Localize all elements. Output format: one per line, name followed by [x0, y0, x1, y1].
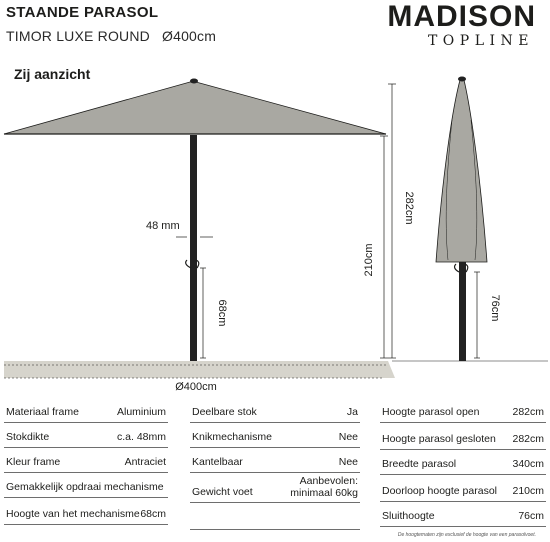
view-title: Zij aanzicht [14, 66, 91, 82]
spec-label: Gemakkelijk opdraai mechanisme [6, 481, 164, 493]
mechanism-height-label: 68cm [216, 299, 228, 327]
spec-value: 76cm [518, 510, 544, 522]
spec-row [380, 400, 546, 423]
spec-label: Doorloop hoogte parasol [382, 485, 497, 497]
canopy-finial [190, 79, 198, 84]
spec-row [190, 450, 360, 473]
spec-value: Nee [338, 431, 358, 443]
closed-mechanism-label: 76cm [489, 294, 501, 322]
spec-value: Nee [338, 456, 358, 468]
closed-parasol-pole [459, 262, 466, 361]
spec-value: Ja [346, 406, 358, 418]
spec-value-line2: minimaal 60kg [290, 487, 358, 499]
spec-value: Antraciet [124, 456, 166, 468]
spec-value [290, 475, 358, 499]
spec-label: Kantelbaar [192, 456, 243, 468]
spec-label: Deelbare stok [192, 406, 257, 418]
model-name: TIMOR LUXE ROUND [6, 28, 150, 44]
clearance-height-label: 210cm [363, 243, 375, 277]
spec-row [4, 502, 168, 525]
pole-thickness-label: 48 mm [146, 220, 180, 232]
spec-row [380, 452, 546, 475]
spec-row [4, 450, 168, 473]
spec-row [190, 425, 360, 448]
spec-row [380, 504, 546, 527]
spec-label: Hoogte parasol open [382, 406, 480, 418]
spec-label: Stokdikte [6, 431, 50, 443]
spec-label: Kleur frame [6, 456, 61, 468]
spec-value: 210cm [512, 485, 544, 497]
spec-label: Gewicht voet [192, 486, 253, 498]
spec-row [380, 479, 546, 502]
diameter-label: Ø400cm [162, 28, 217, 44]
spec-label: Knikmechanisme [192, 431, 272, 443]
product-title: STAANDE PARASOL [6, 4, 159, 21]
spec-label: Hoogte parasol gesloten [382, 433, 496, 445]
open-parasol-pole [190, 135, 197, 361]
spec-row [190, 400, 360, 423]
spec-row [4, 400, 168, 423]
spec-value: 282cm [512, 406, 544, 418]
total-height-label: 282cm [403, 191, 415, 225]
spec-row [190, 475, 360, 503]
spec-label: Sluithoogte [382, 510, 435, 522]
spec-row [4, 425, 168, 448]
spec-label: Breedte parasol [382, 458, 457, 470]
spec-value: 282cm [512, 433, 544, 445]
width-label: Ø400cm [175, 381, 217, 393]
footnote: De hoogtematen zijn exclusief de hoogte van een parasolvoet. [397, 532, 536, 538]
spec-row [380, 427, 546, 450]
closed-finial [458, 77, 466, 82]
spec-label: Materiaal frame [6, 406, 79, 418]
brand-logo: MADISON [387, 0, 536, 33]
spec-value: 340cm [512, 458, 544, 470]
spec-value: Aluminium [116, 406, 166, 418]
open-canopy [4, 82, 386, 134]
spec-value-line1: Aanbevolen: [299, 475, 358, 487]
spec-row [4, 475, 168, 498]
spec-label: Hoogte van het mechanisme [6, 508, 140, 520]
closed-canopy [436, 80, 487, 262]
spec-row [190, 507, 360, 530]
spec-value: 68cm [140, 508, 166, 520]
ground-plane [4, 361, 395, 378]
spec-value: c.a. 48mm [116, 431, 166, 443]
brand-subline: TOPLINE [427, 33, 534, 49]
